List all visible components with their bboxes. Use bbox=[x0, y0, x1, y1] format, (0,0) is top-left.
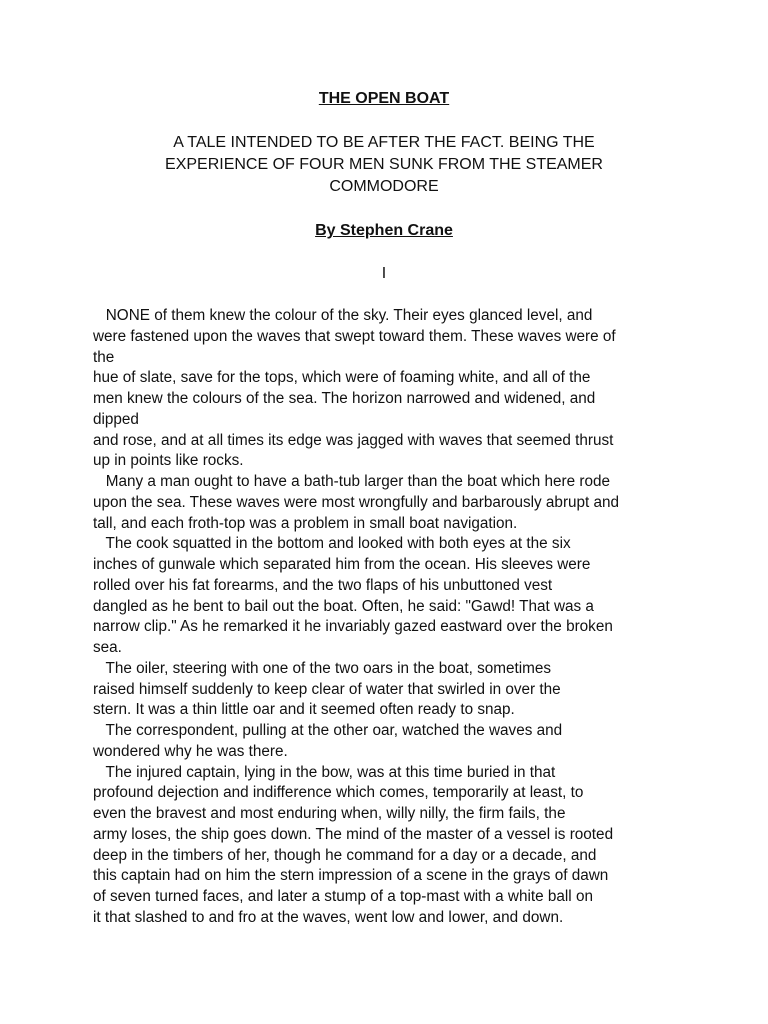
text-line: dipped bbox=[93, 410, 139, 428]
text-line: hue of slate, save for the tops, which were of foaming white, and all of the bbox=[93, 369, 591, 387]
subtitle-line: COMMODORE bbox=[329, 178, 439, 195]
chapter-heading: I bbox=[381, 265, 387, 282]
text-line: sea. bbox=[93, 639, 122, 656]
text-line: men knew the colours of the sea. The horizon narrowed and widened, and bbox=[93, 390, 596, 407]
text-line: wondered why he was there. bbox=[93, 742, 288, 760]
text-line: army loses, the ship goes down. The mind of the master of a vessel is rooted bbox=[93, 825, 614, 843]
subtitle-line: EXPERIENCE OF FOUR MEN SUNK FROM THE STEAMER bbox=[165, 156, 603, 173]
text-line: and rose, and at all times its edge was jagged with waves that seemed thrust bbox=[93, 431, 614, 449]
text-line: The oiler, steering with one of the two oars in the boat, sometimes bbox=[93, 659, 552, 677]
body-text bbox=[93, 306, 683, 929]
text-line: narrow clip." As he remarked it he invariably gazed eastward over the broken bbox=[93, 618, 613, 636]
text-line: were fastened upon the waves that swept toward them. These waves were of bbox=[93, 327, 616, 345]
text-line: the bbox=[93, 348, 115, 366]
text-line: raised himself suddenly to keep clear of water that swirled in over the bbox=[93, 680, 561, 698]
text-line: stern. It was a thin little oar and it seemed often ready to snap. bbox=[93, 701, 515, 719]
text-line: Many a man ought to have a bath-tub larger than the boat which here rode bbox=[93, 473, 611, 490]
text-line: this captain had on him the stern impression of a scene in the grays of dawn bbox=[93, 867, 609, 885]
document-subtitle bbox=[150, 132, 618, 198]
text-line: of seven turned faces, and later a stump of a top-mast with a white ball on bbox=[93, 888, 593, 905]
text-line: upon the sea. These waves were most wrongfully and barbarously abrupt and bbox=[93, 493, 620, 511]
text-line: tall, and each froth-top was a problem in small boat navigation. bbox=[93, 514, 518, 532]
text-line: deep in the timbers of her, though he command for a day or a decade, and bbox=[93, 846, 597, 864]
text-line: up in points like rocks. bbox=[93, 452, 244, 470]
text-line: it that slashed to and fro at the waves, went low and lower, and down. bbox=[93, 908, 564, 926]
subtitle-line: A TALE INTENDED TO BE AFTER THE FACT. BEING THE bbox=[173, 134, 595, 151]
text-line: inches of gunwale which separated him from the ocean. His sleeves were bbox=[93, 556, 591, 573]
text-line: The injured captain, lying in the bow, was at this time buried in that bbox=[93, 763, 556, 781]
text-line: The correspondent, pulling at the other oar, watched the waves and bbox=[93, 722, 563, 739]
text-line: profound dejection and indifference which comes, temporarily at least, to bbox=[93, 784, 584, 802]
text-line: The cook squatted in the bottom and looked with both eyes at the six bbox=[93, 535, 571, 553]
text-line: dangled as he bent to bail out the boat. Often, he said: "Gawd! That was a bbox=[93, 597, 594, 615]
text-line: NONE of them knew the colour of the sky. Their eyes glanced level, and bbox=[93, 307, 593, 324]
document-author: By Stephen Crane bbox=[315, 222, 453, 239]
text-line: rolled over his fat forearms, and the two flaps of his unbuttoned vest bbox=[93, 576, 553, 594]
document-title: THE OPEN BOAT bbox=[318, 90, 450, 107]
text-line: even the bravest and most enduring when, willy nilly, the firm fails, the bbox=[93, 805, 566, 822]
